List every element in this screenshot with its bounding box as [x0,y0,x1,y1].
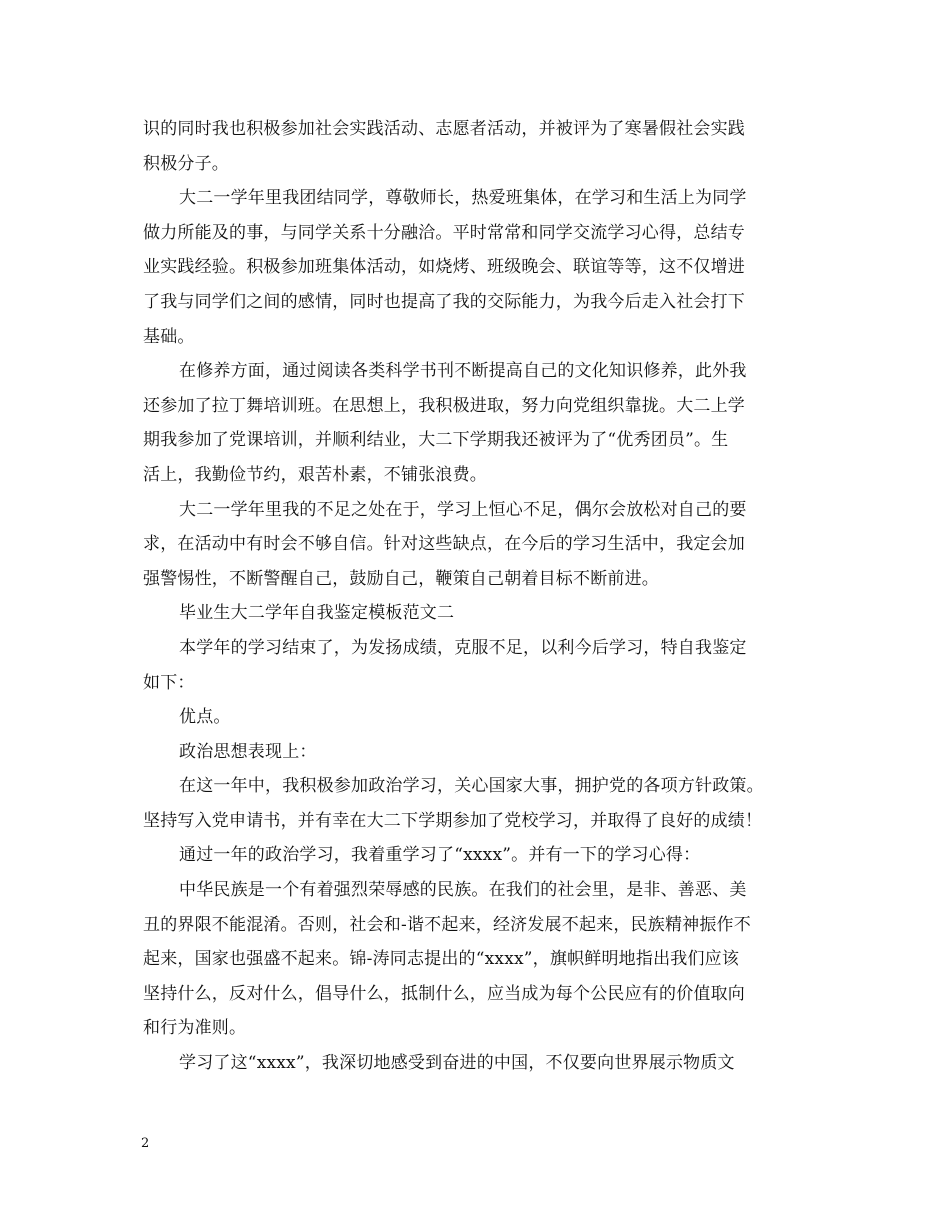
text-line: 本学年的学习结束了，为发扬成绩，克服不足，以利今后学习，特自我鉴定 [179,637,747,658]
text-line: 优点。 [179,707,231,728]
text-line: 坚持什么，反对什么，倡导什么，抵制什么，应当成为每个公民应有的价值取向 [143,983,745,1004]
text-line: 还参加了拉丁舞培训班。在思想上，我积极进取，努力向党组织靠拢。大二上学 [143,395,745,416]
text-line: 期我参加了党课培训，并顺利结业，大二下学期我还被评为了“优秀团员”。生 [143,430,729,451]
text-line: 求，在活动中有时会不够自信。针对这些缺点，在今后的学习生活中，我定会加 [143,534,745,555]
text-line: 起来，国家也强盛不起来。锦-涛同志提出的“xxxx”，旗帜鲜明地指出我们应该 [143,949,740,970]
text-line: 学习了这“xxxx”，我深切地感受到奋进的中国，不仅要向世界展示物质文 [179,1053,735,1074]
text-line: 如下： [143,672,195,693]
text-line: 做力所能及的事，与同学关系十分融洽。平时常常和同学交流学习心得，总结专 [143,222,745,243]
text-line: 毕业生大二学年自我鉴定模板范文二 [179,603,455,624]
text-line: 在修养方面，通过阅读各类科学书刊不断提高自己的文化知识修养，此外我 [179,361,747,382]
text-line: 大二一学年里我团结同学，尊敬师长，热爱班集体，在学习和生活上为同学 [179,188,747,209]
text-line: 政治思想表现上： [179,741,317,762]
document-body [143,112,815,1081]
text-line: 业实践经验。积极参加班集体活动，如烧烤、班级晚会、联谊等等，这不仅增进 [143,257,745,278]
page-number: 2 [141,1136,150,1151]
text-line: 中华民族是一个有着强烈荣辱感的民族。在我们的社会里，是非、善恶、美 [179,880,747,901]
text-line: 在这一年中，我积极参加政治学习，关心国家大事，拥护党的各项方针政策。 [179,776,764,797]
text-line: 和行为准则。 [143,1018,247,1039]
text-line: 通过一年的政治学习，我着重学习了“xxxx”。并有一下的学习心得： [179,845,701,866]
text-line: 了我与同学们之间的感情，同时也提高了我的交际能力，为我今后走入社会打下 [143,291,745,312]
text-line: 丑的界限不能混淆。否则，社会和-谐不起来，经济发展不起来，民族精神振作不 [143,914,751,935]
text-line: 大二一学年里我的不足之处在于，学习上恒心不足，偶尔会放松对自己的要 [179,499,747,520]
text-line: 识的同时我也积极参加社会实践活动、志愿者活动，并被评为了寒暑假社会实践 [143,119,745,139]
text-line: 积极分子。 [143,153,229,174]
text-line: 坚持写入党申请书，并有幸在大二下学期参加了党校学习，并取得了良好的成绩！ [143,810,763,831]
text-line: 强警惕性，不断警醒自己，鼓励自己，鞭策自己朝着目标不断前进。 [143,568,659,589]
text-line: 活上，我勤俭节约，艰苦朴素，不铺张浪费。 [143,464,487,485]
text-line: 基础。 [143,326,195,347]
